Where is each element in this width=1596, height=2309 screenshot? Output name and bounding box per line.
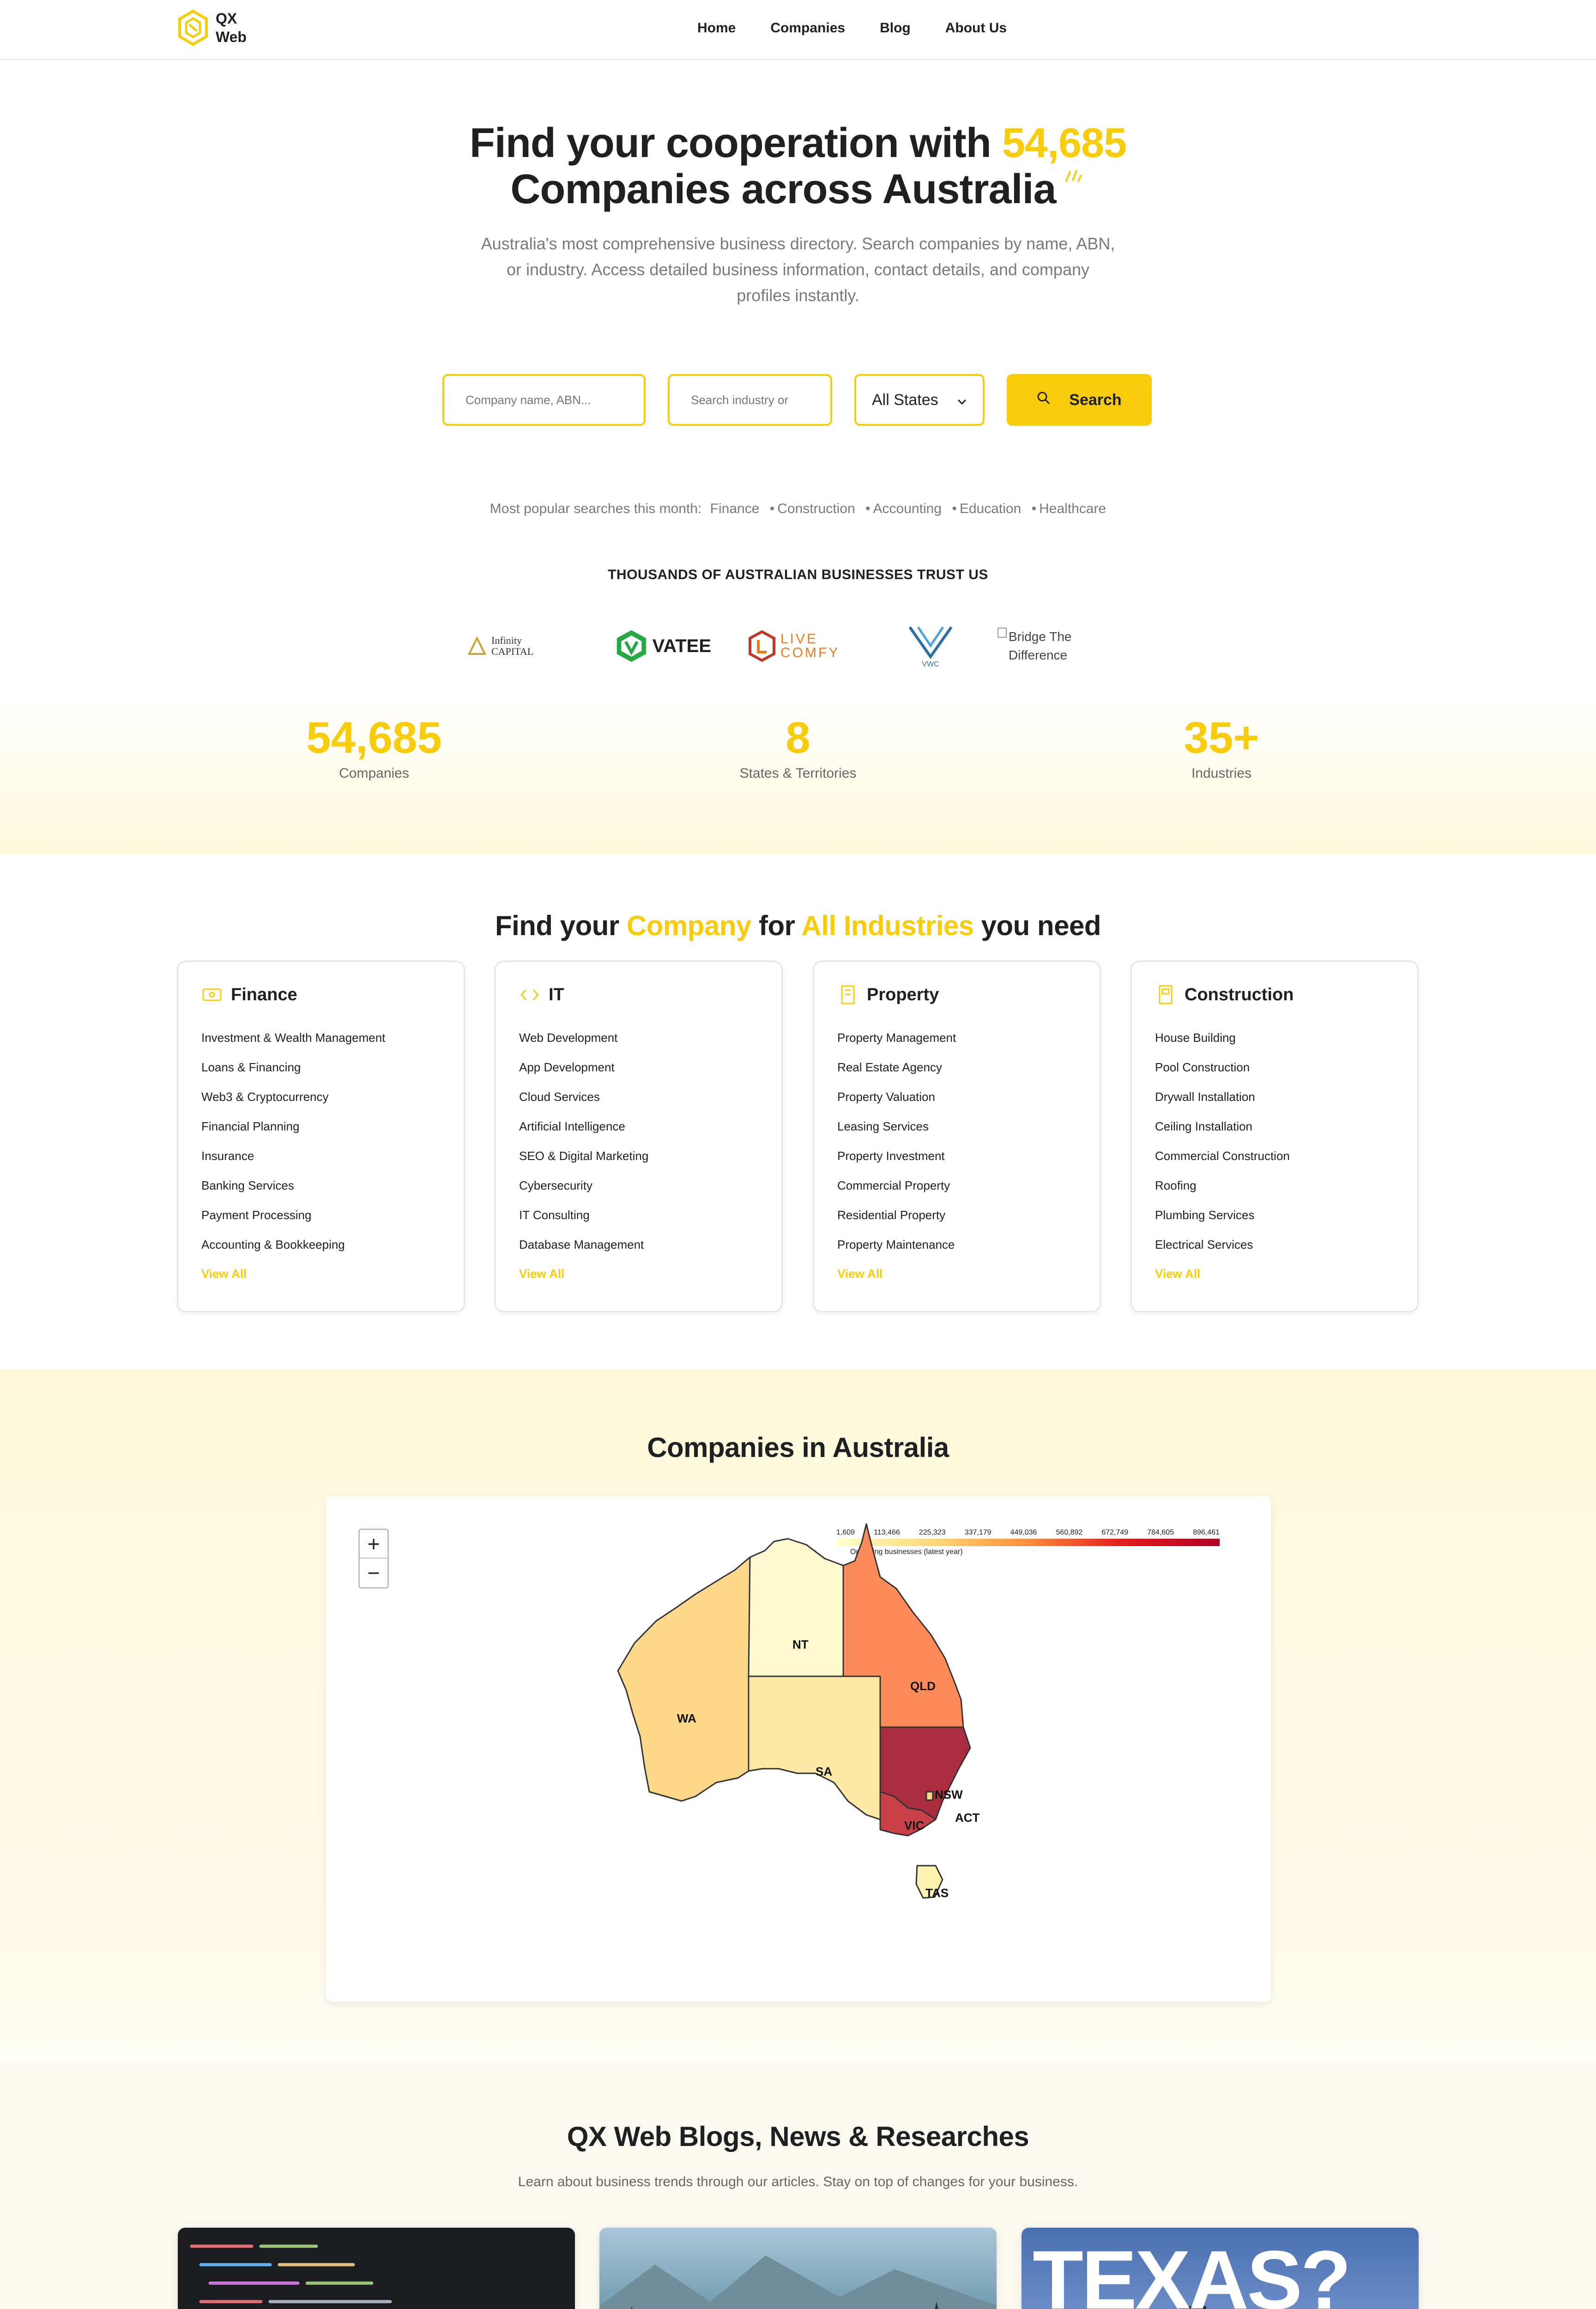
australia-map[interactable] <box>326 1496 1271 2001</box>
industry-link[interactable]: Ceiling Installation <box>1155 1119 1253 1133</box>
building-icon <box>837 984 858 1005</box>
hero-title-part2: Companies across Australia <box>510 166 1056 212</box>
map-label-nsw: NSW <box>935 1788 963 1801</box>
vatee-logo: VATEE <box>614 628 711 665</box>
logo-icon <box>177 9 209 46</box>
industry-card-finance[interactable] <box>177 961 465 1312</box>
money-icon <box>201 984 223 1005</box>
map-label-qld: QLD <box>910 1679 936 1693</box>
search-button[interactable] <box>1007 374 1152 426</box>
industry-link[interactable]: Web Development <box>519 1031 618 1045</box>
industry-link[interactable]: Property Management <box>837 1031 956 1045</box>
code-icon <box>519 984 540 1005</box>
hero-title-number: 54,685 <box>1002 120 1127 166</box>
industry-link[interactable]: Payment Processing <box>201 1208 312 1222</box>
popular-item[interactable]: Education <box>959 501 1022 516</box>
stat-label: States & Territories <box>739 766 857 781</box>
legend-title: Operating businesses (latest year) <box>850 1548 963 1556</box>
industry-link[interactable]: Drywall Installation <box>1155 1090 1255 1104</box>
industry-card-title: Property <box>867 985 939 1004</box>
legend-tick: 784,605 <box>1147 1529 1174 1536</box>
state-select[interactable] <box>854 374 985 426</box>
state-wa[interactable] <box>618 1557 750 1801</box>
industry-link[interactable]: Database Management <box>519 1238 644 1251</box>
industry-link[interactable]: Leasing Services <box>837 1119 929 1133</box>
live-comfy-logo: LIVE COMFY <box>748 630 854 662</box>
texas-image-text: TEXAS? <box>1033 2234 1350 2309</box>
stat-label: Industries <box>1191 766 1252 781</box>
logo[interactable] <box>177 9 262 46</box>
hero-section <box>0 60 1596 854</box>
industry-card-property[interactable] <box>813 961 1101 1312</box>
industry-link[interactable]: Accounting & Bookkeeping <box>201 1238 345 1251</box>
industry-link[interactable]: Commercial Property <box>837 1179 950 1192</box>
legend-tick: 896,461 <box>1193 1529 1220 1536</box>
industry-card-title: Construction <box>1185 985 1294 1004</box>
hero-title <box>0 120 1596 212</box>
industry-link[interactable]: SEO & Digital Marketing <box>519 1149 649 1163</box>
hero-subtitle: Australia's most comprehensive business directory. Search companies by name, ABN, or industry. Access detailed business information, contact details, and company profiles instantly. <box>481 234 1115 305</box>
bridge-the-difference-logo: Bridge The Difference <box>998 628 1108 665</box>
chevron-down-icon <box>957 391 967 409</box>
blog-card[interactable] <box>177 2227 576 2309</box>
site-header <box>0 0 1596 60</box>
industry-link[interactable]: IT Consulting <box>519 1208 590 1222</box>
industry-link[interactable]: App Development <box>519 1060 615 1074</box>
industry-link[interactable]: Cybersecurity <box>519 1179 592 1192</box>
stat-value: 8 <box>786 713 810 762</box>
search-icon <box>1037 391 1051 409</box>
stat-value: 35+ <box>1184 713 1259 762</box>
industry-link[interactable]: Real Estate Agency <box>837 1060 942 1074</box>
zoom-out-button[interactable]: − <box>367 1561 380 1585</box>
industry-link[interactable]: Residential Property <box>837 1208 946 1222</box>
industry-card-title: Finance <box>231 985 297 1004</box>
legend-tick: 337,179 <box>964 1529 991 1536</box>
industry-link[interactable]: Financial Planning <box>201 1119 300 1133</box>
legend-tick: 113,466 <box>874 1529 900 1536</box>
logo-text: QX Web <box>216 10 247 45</box>
map-label-nt: NT <box>792 1638 809 1651</box>
nav-about-us[interactable]: About Us <box>945 20 1007 36</box>
australia-map-svg <box>326 1496 1271 2001</box>
blog-image-code <box>178 2228 575 2309</box>
popular-searches: Most popular searches this month: Finance • Construction • Accounting • Education • Healthcare <box>490 501 1106 516</box>
infinity-capital-logo: Infinity CAPITAL <box>466 635 577 657</box>
trust-heading: THOUSANDS OF AUSTRALIAN BUSINESSES TRUST US <box>608 567 988 582</box>
hero-title-part1: Find your cooperation with <box>469 120 991 166</box>
blog-image-texas <box>1022 2228 1419 2309</box>
industry-card-title: IT <box>549 985 564 1004</box>
legend-tick: 1,609 <box>836 1529 855 1536</box>
stat-companies <box>254 715 494 781</box>
blog-image-landscape <box>599 2228 997 2309</box>
legend-tick: 225,323 <box>919 1529 946 1536</box>
legend-tick: 449,036 <box>1010 1529 1037 1536</box>
state-select-value: All States <box>872 391 938 409</box>
industry-link[interactable]: Property Maintenance <box>837 1238 955 1251</box>
zoom-in-button[interactable]: + <box>360 1530 387 1559</box>
state-nt[interactable] <box>749 1539 843 1676</box>
search-button-label: Search <box>1069 391 1122 409</box>
industry-card-construction[interactable] <box>1130 961 1419 1312</box>
map-label-wa: WA <box>677 1711 696 1725</box>
map-label-sa: SA <box>816 1765 833 1778</box>
view-all-link[interactable]: View All <box>519 1267 565 1281</box>
sparkle-icon <box>1064 146 1083 192</box>
industry-link[interactable]: Electrical Services <box>1155 1238 1253 1251</box>
map-label-vic: VIC <box>904 1819 925 1832</box>
nav-companies[interactable]: Companies <box>770 20 846 36</box>
map-label-act: ACT <box>955 1811 980 1825</box>
industry-link[interactable]: House Building <box>1155 1031 1236 1045</box>
stat-states <box>678 715 918 781</box>
popular-label: Most popular searches this month: <box>490 501 702 516</box>
search-form <box>442 374 1152 426</box>
industry-link[interactable]: Roofing <box>1155 1179 1197 1192</box>
industry-search-input[interactable]: Search industry or <box>668 374 832 426</box>
stat-value: 54,685 <box>306 713 442 762</box>
view-all-link[interactable]: View All <box>1155 1267 1201 1281</box>
stat-label: Companies <box>339 766 409 781</box>
blog-card[interactable] <box>1021 2227 1420 2309</box>
popular-item[interactable]: Construction <box>777 501 855 516</box>
map-label-tas: TAS <box>925 1886 949 1900</box>
view-all-link[interactable]: View All <box>201 1267 247 1281</box>
industry-link[interactable]: Plumbing Services <box>1155 1208 1255 1222</box>
trust-logos <box>466 623 1108 669</box>
industry-link[interactable]: Insurance <box>201 1149 254 1163</box>
industry-link[interactable]: Investment & Wealth Management <box>201 1031 386 1045</box>
industry-link[interactable]: Banking Services <box>201 1179 294 1192</box>
industry-link[interactable]: Loans & Financing <box>201 1060 301 1074</box>
map-title: Companies in Australia <box>647 1432 949 1463</box>
industry-link[interactable]: Pool Construction <box>1155 1060 1250 1074</box>
stat-industries <box>1101 715 1342 781</box>
view-all-link[interactable]: View All <box>837 1267 883 1281</box>
industry-link[interactable]: Property Investment <box>837 1149 945 1163</box>
vwc-logo: VWC <box>891 623 970 669</box>
legend-tick: 672,749 <box>1101 1529 1129 1536</box>
industry-link[interactable]: Property Valuation <box>837 1090 935 1104</box>
industries-title: Find your Company for All Industries you need <box>495 910 1101 941</box>
main-nav <box>697 20 1041 36</box>
company-search-input[interactable]: Company name, ABN... <box>442 374 646 426</box>
state-sa[interactable] <box>749 1676 880 1819</box>
legend-tick: 560,892 <box>1056 1529 1083 1536</box>
blogs-title: QX Web Blogs, News & Researches <box>567 2121 1029 2152</box>
industry-link[interactable]: Web3 & Cryptocurrency <box>201 1090 329 1104</box>
state-act[interactable] <box>926 1792 933 1800</box>
popular-item[interactable]: Finance <box>710 501 760 516</box>
industry-link[interactable]: Cloud Services <box>519 1090 600 1104</box>
blogs-subtitle: Learn about business trends through our articles. Stay on top of changes for your business. <box>518 2174 1078 2189</box>
nav-home[interactable]: Home <box>697 20 736 36</box>
popular-item[interactable]: Healthcare <box>1039 501 1106 516</box>
industry-link[interactable]: Commercial Construction <box>1155 1149 1290 1163</box>
nav-blog[interactable]: Blog <box>880 20 911 36</box>
blog-card[interactable] <box>598 2227 998 2309</box>
popular-item[interactable]: Accounting <box>873 501 942 516</box>
construction-icon <box>1155 984 1176 1005</box>
industry-link[interactable]: Artificial Intelligence <box>519 1119 625 1133</box>
industry-card-it[interactable] <box>495 961 783 1312</box>
